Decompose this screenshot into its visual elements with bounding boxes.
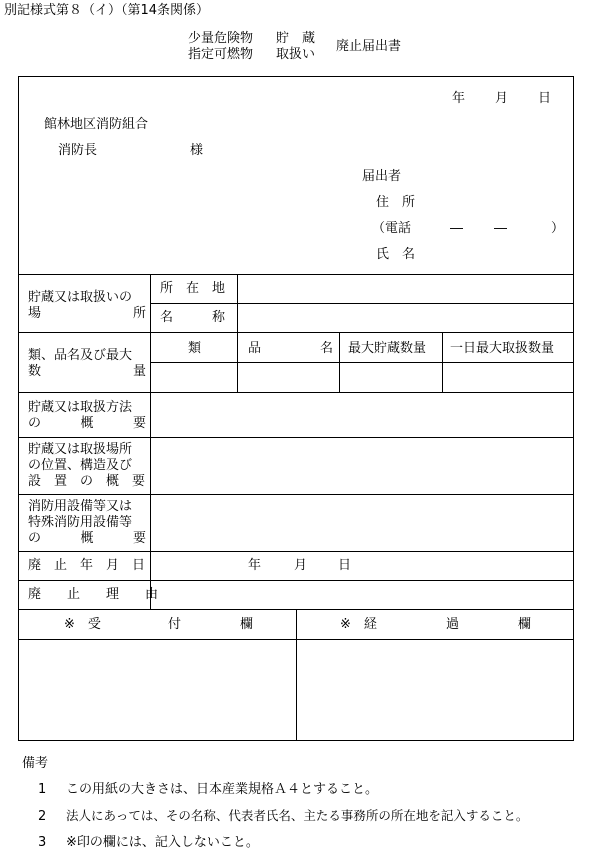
rule bbox=[237, 274, 238, 392]
fire-equipment-label bbox=[28, 499, 146, 547]
method-label bbox=[28, 400, 146, 432]
fire-label-line2: 特殊消防用設備等 bbox=[28, 515, 133, 530]
note-text: この用紙の大きさは、日本産業規格Ａ４とすること。 bbox=[66, 782, 379, 797]
date-year: 年 bbox=[452, 91, 466, 106]
reception-label-c: 欄 bbox=[240, 617, 254, 632]
method-label-char: 要 bbox=[132, 416, 146, 431]
facility-label bbox=[28, 442, 146, 490]
fire-label-char: 要 bbox=[132, 531, 146, 546]
kind-col-max-daily: 一日最大取扱数量 bbox=[450, 341, 555, 356]
method-label-line1: 貯蔵又は取扱方法 bbox=[28, 400, 133, 415]
facility-label-line1: 貯蔵又は取扱場所 bbox=[28, 442, 133, 457]
location-label bbox=[28, 290, 146, 322]
rule bbox=[18, 494, 574, 495]
kind-name-field[interactable] bbox=[239, 364, 338, 391]
title-line1-prefix: 少量危険物 bbox=[188, 31, 254, 46]
kind-col-name-a: 品 bbox=[248, 341, 262, 356]
fire-label-char: の bbox=[28, 531, 42, 546]
recipient-org: 館林地区消防組合 bbox=[44, 117, 149, 132]
title-line1-suffix: 貯 蔵 bbox=[276, 31, 316, 46]
location-name-label: 名 称 bbox=[160, 310, 226, 325]
rule bbox=[18, 392, 574, 393]
name-label: 氏 名 bbox=[376, 247, 416, 262]
rule bbox=[442, 332, 443, 392]
kind-label-line1: 類、品名及び最大 bbox=[28, 348, 133, 363]
frame-top bbox=[18, 76, 574, 77]
kind-label-line2 bbox=[28, 364, 146, 380]
rule bbox=[18, 437, 574, 438]
method-label-line2 bbox=[28, 416, 146, 432]
note-number: 1 bbox=[38, 782, 47, 797]
note-number: 3 bbox=[38, 835, 47, 850]
applicant-label: 届出者 bbox=[362, 169, 402, 184]
facility-label-line3: 設 置 の 概 要 bbox=[28, 474, 146, 489]
address-label: 住 所 bbox=[376, 195, 416, 210]
phone-dash-2: ― bbox=[494, 221, 507, 236]
location-address-label: 所 在 地 bbox=[160, 281, 226, 296]
abolish-reason-field[interactable] bbox=[152, 582, 572, 608]
phone-close: ） bbox=[551, 221, 565, 236]
rule bbox=[18, 332, 574, 333]
rule bbox=[150, 362, 574, 363]
progress-label-a: ※ 経 bbox=[340, 617, 377, 632]
form-label: 別記様式第８（イ）（第14条関係） bbox=[4, 3, 210, 18]
method-field[interactable] bbox=[152, 394, 572, 436]
reception-label-b: 付 bbox=[168, 617, 182, 632]
progress-box bbox=[298, 641, 572, 739]
fire-label-line1: 消防用設備等又は bbox=[28, 499, 133, 514]
fire-label-char: 概 bbox=[80, 531, 94, 546]
method-label-char: の bbox=[28, 416, 42, 431]
fire-label-line3 bbox=[28, 531, 146, 547]
title-main: 廃止届出書 bbox=[336, 39, 402, 54]
rule bbox=[296, 609, 297, 740]
abolish-reason-label: 廃 止 理 由 bbox=[28, 587, 159, 602]
rule bbox=[339, 332, 340, 392]
notes-title: 備考 bbox=[22, 756, 49, 771]
kind-label-char: 数 bbox=[28, 364, 42, 379]
reception-label-a: ※ 受 bbox=[64, 617, 101, 632]
recipient-title: 消防長 bbox=[58, 143, 98, 158]
location-name-field[interactable] bbox=[240, 305, 572, 331]
abolish-date-label: 廃 止 年 月 日 bbox=[28, 558, 146, 573]
title-line2-suffix: 取扱い bbox=[276, 47, 316, 62]
location-label-char: 場 bbox=[28, 306, 42, 321]
note-number: 2 bbox=[38, 809, 47, 824]
abolish-date-month: 月 bbox=[294, 558, 308, 573]
rule bbox=[150, 303, 574, 304]
rule bbox=[18, 580, 574, 581]
date-day: 日 bbox=[538, 91, 552, 106]
date-month: 月 bbox=[495, 91, 509, 106]
abolish-date-day: 日 bbox=[338, 558, 352, 573]
kind-label bbox=[28, 348, 146, 380]
phone-dash-1: ― bbox=[450, 221, 463, 236]
rule bbox=[18, 274, 574, 275]
title-line2-prefix: 指定可燃物 bbox=[188, 47, 254, 62]
method-label-char: 概 bbox=[80, 416, 94, 431]
kind-col-type: 類 bbox=[188, 341, 202, 356]
facility-label-line2: の位置、構造及び bbox=[28, 458, 133, 473]
rule bbox=[18, 551, 574, 552]
phone-label: （電話 bbox=[372, 221, 412, 236]
abolish-date-year: 年 bbox=[248, 558, 262, 573]
location-label-char: 所 bbox=[132, 306, 146, 321]
note-text: ※印の欄には、記入しないこと。 bbox=[66, 835, 259, 850]
kind-max-storage-field[interactable] bbox=[341, 364, 441, 391]
kind-col-name-b: 名 bbox=[320, 341, 334, 356]
frame-left bbox=[18, 76, 19, 741]
recipient-honorific: 様 bbox=[190, 143, 204, 158]
frame-right bbox=[573, 76, 574, 741]
location-label-line2 bbox=[28, 306, 146, 322]
note-text: 法人にあっては、その名称、代表者氏名、主たる事務所の所在地を記入すること。 bbox=[66, 808, 529, 823]
abolish-date-field[interactable] bbox=[152, 553, 572, 579]
facility-field[interactable] bbox=[152, 439, 572, 493]
kind-type-field[interactable] bbox=[152, 364, 236, 391]
progress-label-c: 欄 bbox=[518, 617, 532, 632]
location-label-line1: 貯蔵又は取扱いの bbox=[28, 290, 133, 305]
kind-label-char: 量 bbox=[132, 364, 146, 379]
progress-label-b: 過 bbox=[446, 617, 460, 632]
rule bbox=[150, 274, 151, 609]
reception-box bbox=[20, 641, 295, 739]
fire-equipment-field[interactable] bbox=[152, 496, 572, 550]
location-address-field[interactable] bbox=[240, 276, 572, 302]
kind-col-max-storage: 最大貯蔵数量 bbox=[348, 341, 427, 356]
frame-bottom bbox=[18, 740, 574, 741]
kind-max-daily-field[interactable] bbox=[444, 364, 572, 391]
